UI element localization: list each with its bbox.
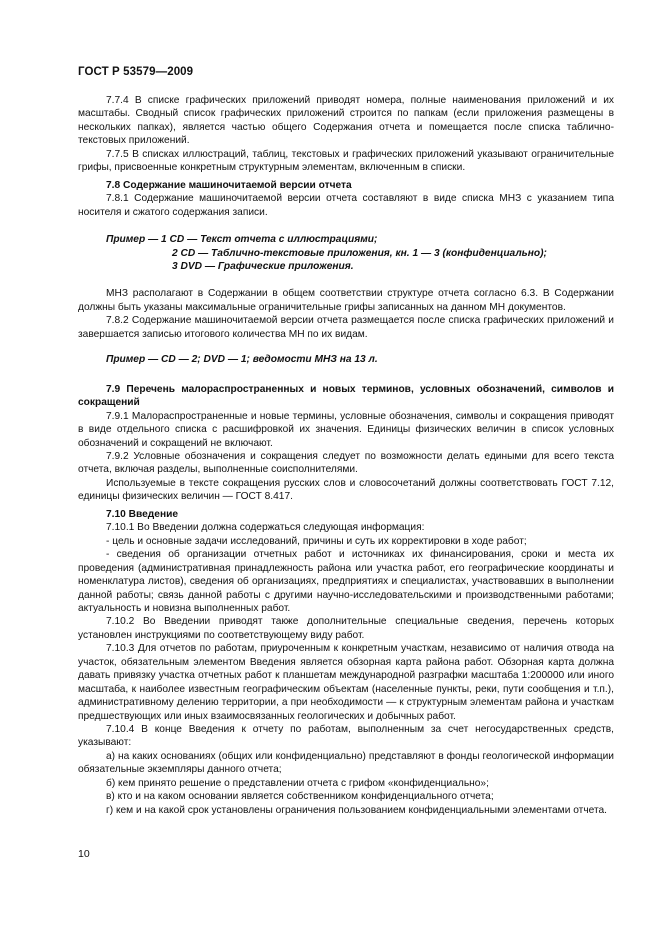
paragraph-7-10-3: 7.10.3 Для отчетов по работам, приуроченным к конкретным участкам, независимо от наличия отвода на участок, обязательным элементом Введения является обзорная карта района работ. Обзорная карта должна давать привязку участка отчетных работ к планшетам международной разграфки масштаба 1:200000 или иного масштаба, к наиболее известным географическим объектам (населенные пункты, реки, пути сообщения и т.п.), административному делению территории, а при необходимости — к структурным элементам района и участкам предшествующих или иных взаимосвязанных геологических и добычных работ.	[78, 643, 614, 722]
paragraph-7-10-2: 7.10.2 Во Введении приводят также дополнительные специальные сведения, перечень которых установлен инструкциями по соответствующему виду работ.	[78, 616, 614, 641]
paragraph-abbreviations: Используемые в тексте сокращения русских слов и словосочетаний должны соответствовать ГОСТ 7.12, единицы физических величин — ГОСТ 8.417.	[78, 477, 614, 503]
list-item-a: а) на каких основаниях (общих или конфиденциально) представляют в фонды геологической информации обязательные экземпляры данного отчета;	[78, 750, 614, 776]
example-1-line-2: 2 CD — Таблично-текстовые приложения, кн. 1 — 3 (конфиденциально);	[172, 247, 547, 259]
section-heading-7-8: 7.8 Содержание машиночитаемой версии отчета	[106, 179, 352, 191]
paragraph-7-10-4: 7.10.4 В конце Введения к отчету по работам, выполненным за счет негосударственных средств, указывают:	[78, 724, 614, 749]
paragraph-7-9-1: 7.9.1 Малораспространенные и новые термины, условные обозначения, символы и сокращения приводят в виде отдельного списка с расшифровкой их значения. Единицы физических величин в список условных обозначений и сокращений не включают.	[78, 410, 614, 449]
paragraph-mnz: МНЗ располагают в Содержании в общем соответствии структуре отчета согласно 6.3. В Содержании должны быть указаны максимальные ограничительные грифы записанных на данном МН документов.	[78, 288, 614, 313]
page-header: ГОСТ Р 53579—2009	[78, 66, 194, 78]
example-1-line-1: Пример — 1 CD — Текст отчета с иллюстрациями;	[106, 234, 378, 246]
paragraph-organization-info: - сведения об организации отчетных работ и источниках их финансирования, сроки и места их проведения (административная принадлежность района или участка работ, его географические координаты и номенклатура листов), сведения об организациях, предприятиях и специалистах, участвовавших в выполнении данной работы; связь данной работы с другими научно-исследовательскими и производственными работами; актуальность и новизна выполненных работ.	[78, 549, 614, 614]
paragraph-7-7-5: 7.7.5 В списках иллюстраций, таблиц, текстовых и графических приложений указывают ограничительные грифы, присвоенные конкретным структурным элементам, включенным в списки.	[78, 148, 614, 174]
paragraph-7-8-1: 7.8.1 Содержание машиночитаемой версии отчета составляют в виде списка МНЗ с указанием типа носителя и сжатого содержания записи.	[78, 193, 614, 218]
list-item-b: б) кем принято решение о представлении отчета с грифом «конфиденциально»;	[106, 777, 489, 789]
section-heading-7-9: 7.9 Перечень малораспространенных и новых терминов, условных обозначений, символов и сокращений	[78, 383, 614, 409]
paragraph-goals: - цель и основные задачи исследований, причины и суть их корректировки в ходе работ;	[106, 535, 527, 547]
list-item-g: г) кем и на какой срок установлены ограничения пользованием конфиденциальными элементами отчета.	[106, 804, 608, 816]
paragraph-7-9-2: 7.9.2 Условные обозначения и сокращения следует по возможности делать едиными для всего текста отчета, включая разделы, выполненные соисполнителями.	[78, 450, 614, 476]
paragraph-7-7-4: 7.7.4 В списке графических приложений приводят номера, полные наименования приложений и их масштабы. Сводный список графических приложений строится по папкам (если приложения размещены в нескольких папках), является частью общего Содержания отчета и помещается после списка таблично-текстовых приложений.	[78, 95, 614, 147]
paragraph-7-8-2: 7.8.2 Содержание машиночитаемой версии отчета размещается после списка графических приложений и завершается записью итогового количества МН по их видам.	[78, 315, 614, 340]
list-item-v: в) кто и на каком основании является собственником конфиденциального отчета;	[106, 791, 494, 803]
example-2: Пример — CD — 2; DVD — 1; ведомости МНЗ на 13 л.	[106, 354, 378, 366]
example-block-1	[78, 233, 614, 273]
page-content	[78, 94, 614, 817]
example-1-line-3: 3 DVD — Графические приложения.	[172, 260, 354, 272]
paragraph-7-10-1: 7.10.1 Во Введении должна содержаться следующая информация:	[106, 522, 425, 534]
page-number: 10	[78, 848, 90, 860]
section-heading-7-10: 7.10 Введение	[106, 508, 179, 520]
